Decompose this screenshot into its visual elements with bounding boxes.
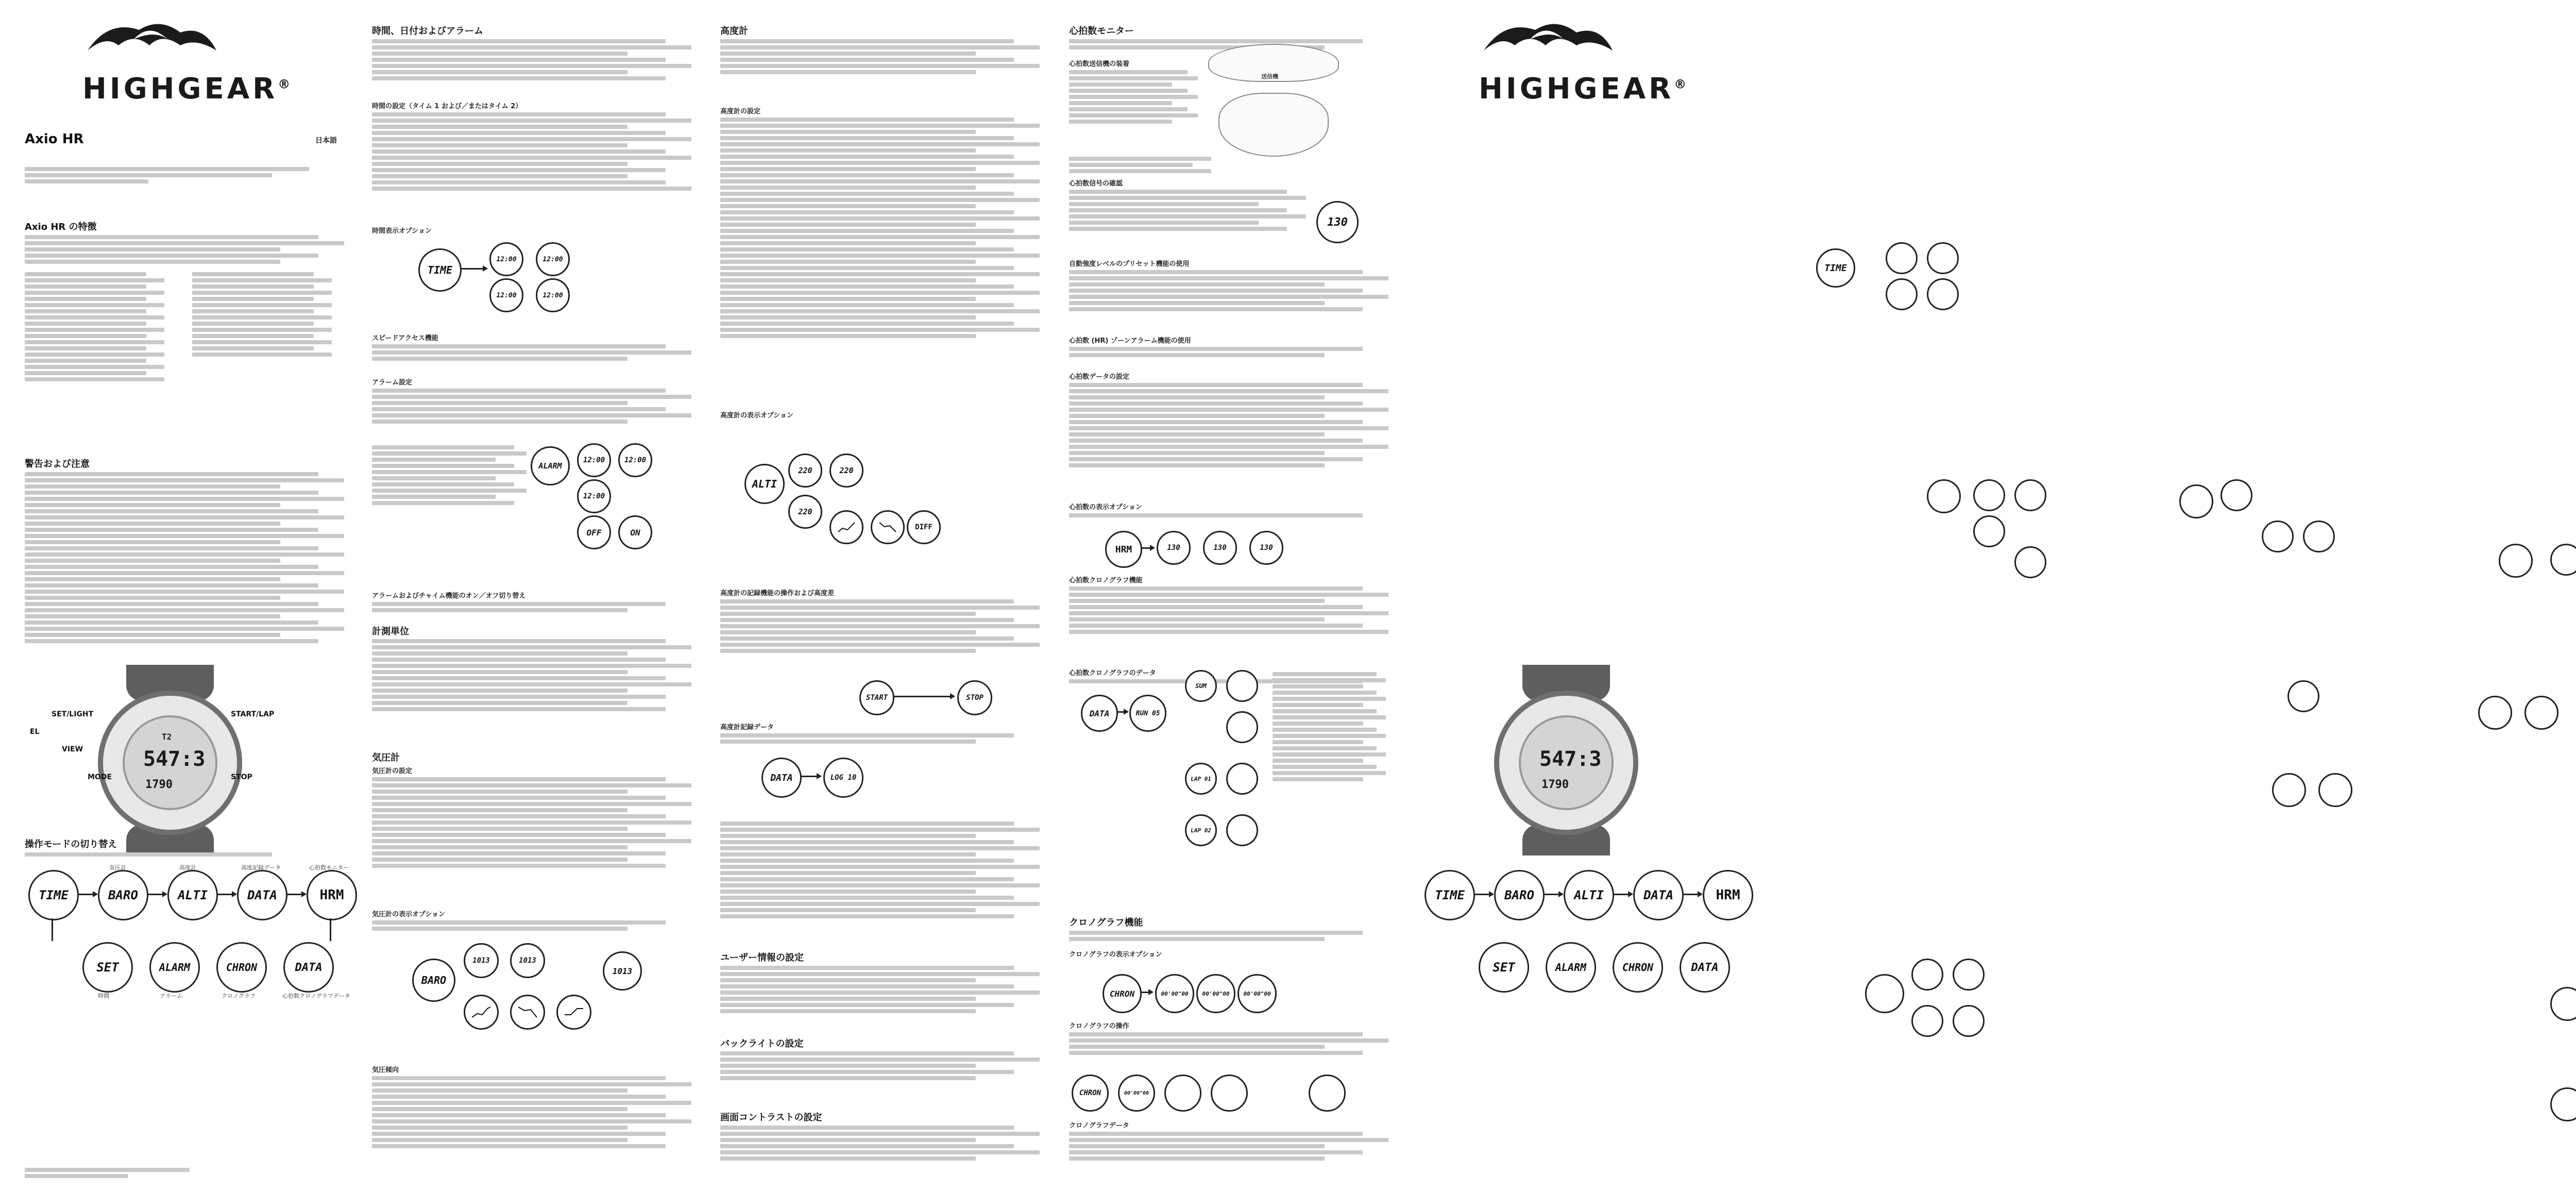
mode-set-face (82, 942, 133, 993)
mode-arrow-1 (77, 894, 97, 895)
col3-sub-alti-view: 高度計の表示オプション (720, 412, 793, 420)
alti-face-1-text: 220 (798, 466, 812, 475)
right-watch-display-bottom: 1790 (1541, 778, 1569, 791)
alti-face-1 (788, 454, 822, 488)
alti-graph-2 (871, 510, 905, 544)
time-face-2 (536, 242, 570, 276)
col4-text-3 (1069, 155, 1224, 180)
chron-op-face-1-text: CHRON (1079, 1089, 1101, 1097)
baro-graph-face-3 (556, 995, 591, 1030)
col3-text-6 (720, 964, 1040, 1026)
time-face-4 (536, 278, 570, 312)
right-chron-c (2550, 1087, 2576, 1121)
hrm-sum-face-text: SUM (1195, 682, 1207, 690)
mode-time-face (28, 870, 79, 920)
alarm-face-main-text: ALARM (538, 461, 562, 471)
mode-time-text: TIME (39, 888, 69, 902)
sensor-label: 送信機 (1261, 73, 1278, 80)
time-face-2-text: 12:00 (543, 255, 563, 263)
time-face-1-text: 12:00 (496, 255, 517, 263)
col2-sub-baro-set: 気圧計の設定 (372, 767, 413, 775)
mode-chron-text: CHRON (226, 961, 258, 974)
baro-face-main-text: BARO (421, 974, 447, 986)
chron-op-face-2-text: 00'00"00 (1124, 1090, 1149, 1096)
col4-text-5 (1069, 268, 1388, 330)
time-face-main-text: TIME (427, 264, 453, 276)
col4-sub-check: 心拍数信号の確認 (1069, 180, 1123, 188)
brand-logo (77, 14, 227, 71)
hr-check-face (1316, 201, 1359, 243)
col3-sub-alti-set: 高度計の設定 (720, 108, 761, 115)
chron-op-face-3 (1164, 1075, 1201, 1112)
right-alti-c (2262, 521, 2294, 552)
model-title: Axio HR (25, 131, 84, 147)
right-data-a (2272, 773, 2306, 807)
col3-title-alti: 高度計 (720, 26, 748, 37)
warnings-title: 警告および注意 (25, 459, 90, 469)
time-face-3-text: 12:00 (496, 291, 517, 299)
baro-face-main (412, 959, 455, 1002)
chron-face-3 (1238, 974, 1277, 1013)
right-mode-set-text: SET (1493, 960, 1515, 975)
baro-graph-face-1 (464, 995, 499, 1030)
baro-trend-icon (517, 1004, 538, 1020)
button-label-startlap: START/LAP (231, 710, 275, 718)
col2-sub-time-set: 時間の設定（タイム 1 および／またはタイム 2） (372, 103, 522, 110)
col4-text-11 (1273, 670, 1386, 825)
right-chron-a (2550, 987, 2576, 1021)
hrm-extra-2 (1226, 711, 1258, 743)
alti-data-face-text: DATA (770, 772, 793, 783)
alarm-face-2-text: 12:00 (624, 456, 647, 464)
col2-sub-alarm-onoff: アラームおよびチャイム機能のオン／オフ切り替え (372, 592, 526, 600)
hrm-arrow (1141, 547, 1154, 549)
alarm-face-3-text: 12:00 (583, 492, 605, 500)
mode-alarm-label: アラーム (160, 993, 182, 999)
time-face-main (418, 248, 462, 292)
hrm-face-1 (1157, 531, 1191, 565)
right-alarm-b (1973, 479, 2005, 511)
hrm-sum-face (1185, 670, 1217, 702)
chron-face-2-text: 00'00"00 (1202, 990, 1230, 997)
col2-text-1 (372, 37, 691, 94)
col2-title-time: 時間、日付およびアラーム (372, 26, 483, 37)
watch-display-main: 547:3 (143, 747, 206, 771)
right-mode-baro (1494, 870, 1545, 920)
col4-sub-hrdata: 心拍数データの設定 (1069, 373, 1130, 381)
col3-title-backlight: バックライトの設定 (720, 1038, 804, 1049)
right-time-face (1816, 248, 1855, 288)
right-watch-case (1494, 691, 1638, 835)
right-alarm-c (2014, 479, 2046, 511)
baro-graph-icon-2 (564, 1004, 584, 1020)
col2-title-baro: 気圧計 (372, 752, 400, 763)
mode-hrdata-text: DATA (295, 961, 323, 974)
col4-text-6 (1069, 345, 1388, 365)
right-brand-name (1479, 72, 1686, 106)
baro-face-3-text: 1013 (612, 966, 633, 976)
mode-alti-text: ALTI (178, 888, 208, 902)
mode-set-text: SET (96, 960, 119, 975)
mode-arrow-3 (216, 894, 236, 895)
alarm-face-3 (577, 479, 611, 513)
col4-text-13 (1069, 1030, 1388, 1071)
hr-check-value: 130 (1327, 215, 1348, 229)
alti-face-diff (907, 510, 941, 544)
baro-face-3 (603, 951, 642, 991)
hrm-face-2 (1203, 531, 1237, 565)
chron-face-1 (1155, 974, 1194, 1013)
watch-case (98, 691, 242, 835)
chron-op-face-2 (1118, 1075, 1155, 1112)
mode-alarm-face (149, 942, 200, 993)
col3-text-8 (720, 1123, 1040, 1180)
start-face-text: START (866, 694, 888, 702)
right-hrm-a (2499, 544, 2533, 578)
chron-op-face-1 (1072, 1075, 1109, 1112)
col4-sub-chrono-view: クロノグラフの表示オプション (1069, 951, 1162, 959)
alti-face-diff-text: DIFF (915, 523, 933, 531)
right-time-b (1927, 242, 1959, 274)
mode-switch-title: 操作モードの切り替え (25, 839, 117, 850)
right-mode-chron-text: CHRON (1622, 961, 1654, 974)
hrm-data-face (1081, 695, 1118, 732)
warnings-text (25, 470, 344, 666)
mode-arrow-vert (52, 918, 53, 941)
right-mode-data-text: DATA (1643, 888, 1673, 902)
hrm-face-3 (1249, 531, 1283, 565)
alti-face-main-text: ALTI (752, 478, 777, 490)
alti-face-3 (788, 495, 822, 529)
right-mode-hrm-text: HRM (1716, 887, 1740, 903)
col3-text-4 (720, 731, 1040, 752)
alarm-face-off (577, 515, 611, 549)
button-label-mode: MODE (88, 773, 112, 781)
mode-alarm-text: ALARM (159, 961, 191, 974)
alti-graph-icon (837, 521, 856, 534)
brand-name (82, 72, 290, 106)
start-face (859, 680, 894, 715)
right-mode-arrow-3 (1613, 894, 1632, 895)
col4-text-4 (1069, 188, 1306, 249)
col2-text-9 (372, 918, 691, 934)
right-baro-d (1911, 1005, 1943, 1037)
col2-sub-alarm: アラーム設定 (372, 379, 413, 387)
col2-sub-speed: スピードアクセス機能 (372, 334, 438, 342)
col4-text-2 (1069, 68, 1198, 150)
col3-title-user: ユーザー情報の設定 (720, 952, 804, 963)
mode-hrm-text: HRM (319, 887, 344, 903)
right-mode-baro-text: BARO (1504, 888, 1534, 902)
col2-text-8 (372, 775, 691, 899)
right-baro-a (1865, 974, 1904, 1013)
right-start-a (2287, 680, 2319, 712)
col2-text-7 (372, 637, 691, 740)
alarm-face-2 (618, 443, 652, 477)
right-mode-hrdata (1680, 942, 1730, 993)
col3-sub-alti-log: 高度計の記録機能の操作および高度差 (720, 590, 835, 597)
col4-sub-hrchrono: 心拍数クロノグラフ機能 (1069, 577, 1143, 584)
mode-alti-label: 高度計 (179, 864, 196, 871)
time-face-3 (489, 278, 523, 312)
time-face-4-text: 12:00 (543, 291, 563, 299)
button-label-el: EL (30, 728, 40, 736)
right-hrdata-b (2524, 696, 2558, 730)
brand-name-text: HIGHGEAR (82, 72, 278, 106)
col2-sub-baro-trend: 気圧傾向 (372, 1066, 399, 1074)
alarm-face-on-text: ON (630, 527, 640, 538)
hrm-face-main (1105, 531, 1142, 568)
mode-hrm-label: 心拍数モニター (309, 864, 349, 871)
mode-data-face (237, 870, 287, 920)
col2-text-3 (372, 342, 691, 373)
right-mode-arrow-4 (1682, 894, 1702, 895)
col4-sub-chrono-op: クロノグラフの操作 (1069, 1022, 1129, 1030)
col4-title-hrm: 心拍数モニター (1069, 26, 1134, 37)
time-face-1 (489, 242, 523, 276)
mode-hrdata-face (283, 942, 334, 993)
col3-text-1 (720, 37, 1040, 94)
col2-text-2 (372, 110, 691, 219)
chron-op-face-5 (1309, 1075, 1346, 1112)
right-hrm-b (2550, 544, 2576, 576)
right-mode-time (1425, 870, 1475, 920)
sensor-chest (1218, 93, 1329, 157)
hrm-extra-4 (1226, 814, 1258, 846)
hrm-lap1-face-text: LAP 01 (1191, 775, 1211, 782)
right-time-c (1886, 278, 1918, 310)
baro-face-1 (464, 943, 499, 978)
baro-face-2 (510, 943, 545, 978)
right-mode-hrm (1703, 870, 1753, 920)
stop-face (957, 680, 992, 715)
right-brand-mark: ® (1674, 77, 1687, 92)
alti-face-main (744, 464, 785, 504)
right-mode-data (1633, 870, 1684, 920)
col4-sub-hrview: 心拍数の表示オプション (1069, 504, 1142, 511)
right-watch-display-main: 547:3 (1539, 747, 1602, 771)
mode-chron-label: クロノグラフ (222, 993, 256, 999)
right-mode-alti (1564, 870, 1614, 920)
hrm-face-2-text: 130 (1213, 544, 1227, 552)
right-mode-chron (1613, 942, 1663, 993)
features-text (25, 233, 344, 439)
right-baro-c (1953, 959, 1985, 991)
col3-text-3 (720, 597, 1040, 675)
brand-mark: ® (278, 77, 291, 92)
chron-face-main (1103, 974, 1142, 1013)
right-alarm-e (2014, 546, 2046, 578)
col4-sub-zone: 心拍数 (HR) ゾーンアラーム機能の使用 (1069, 337, 1191, 345)
col2-text-5 (372, 443, 527, 546)
alti-face-3-text: 220 (798, 507, 812, 516)
right-watch-face (1519, 715, 1614, 810)
mode-alti-face (167, 870, 218, 920)
hrm-lap2-face-text: LAP 02 (1191, 827, 1211, 834)
hrm-run-face-text: RUN 05 (1136, 709, 1160, 717)
right-baro-e (1953, 1005, 1985, 1037)
col4-sub-preset: 自動強度レベルのプリセット機能の使用 (1069, 260, 1190, 268)
alti-face-2 (829, 454, 863, 488)
right-brand-logo (1473, 14, 1623, 71)
mode-arrow-2 (147, 894, 166, 895)
hrm-face-3-text: 130 (1260, 544, 1273, 552)
mode-data-label: 高度記録データ (241, 864, 281, 871)
baro-face-1-text: 1013 (472, 957, 490, 965)
mode-set-label: 時間 (98, 993, 109, 999)
right-mode-set (1479, 942, 1529, 993)
alarm-face-off-text: OFF (586, 527, 602, 538)
chron-face-3-text: 00'00"00 (1243, 990, 1271, 997)
alti-face-2-text: 220 (839, 466, 854, 475)
alti-log-face-text: LOG 10 (830, 774, 857, 782)
stop-face-text: STOP (966, 694, 984, 702)
baro-graph-face-2 (510, 995, 545, 1030)
alti-data-arrow (800, 776, 821, 777)
alti-graph-icon-2 (878, 521, 897, 534)
right-mode-alti-text: ALTI (1574, 888, 1604, 902)
left-footer-text (25, 1166, 231, 1181)
col4-text-8 (1069, 511, 1388, 522)
mode-hrdata-label: 心拍数クロノグラフデータ (282, 993, 350, 999)
col4-sub-chrono-data: クロノグラフデータ (1069, 1122, 1129, 1130)
chron-face-2 (1196, 974, 1235, 1013)
right-alti-a (2179, 484, 2213, 518)
right-alarm-a (1927, 479, 1961, 513)
right-data-b (2318, 773, 2352, 807)
button-label-view: VIEW (62, 745, 83, 753)
mode-arrow-vert-right (330, 918, 331, 941)
col4-text-12 (1069, 929, 1388, 944)
right-alarm-d (1973, 515, 2005, 547)
right-hrdata-a (2478, 696, 2512, 730)
col4-sub-hrchrono-data: 心拍数クロノグラフのデータ (1069, 669, 1156, 677)
col2-text-4 (372, 387, 691, 443)
col4-sub-sensor: 心拍数送信機の装着 (1069, 60, 1130, 68)
hrm-lap2-face (1185, 814, 1217, 846)
col3-text-7 (720, 1049, 1040, 1096)
col2-text-10 (372, 1074, 691, 1177)
mode-hrm-face (307, 870, 357, 920)
watch-display-bottom: 1790 (145, 778, 173, 791)
chron-op-face-4 (1211, 1075, 1248, 1112)
mode-baro-label: 気圧計 (109, 864, 126, 871)
right-alti-b (2221, 479, 2252, 511)
brand-logo-icon (77, 14, 227, 71)
mode-baro-text: BARO (108, 888, 138, 902)
col4-title-chrono: クロノグラフ機能 (1069, 917, 1143, 928)
col2-sub-baro-view: 気圧計の表示オプション (372, 911, 445, 918)
col2-title-units: 計測単位 (372, 626, 409, 637)
mode-chron-face (216, 942, 267, 993)
hrm-face-main-text: HRM (1115, 544, 1132, 555)
right-alti-d (2303, 521, 2335, 552)
baro-graph-icon (471, 1004, 492, 1020)
col2-text-6 (372, 600, 691, 620)
hrm-extra-3 (1226, 763, 1258, 795)
mode-switch-text (25, 850, 334, 861)
col3-text-2 (720, 115, 1040, 404)
alarm-face-1 (577, 443, 611, 477)
alti-log-face (823, 758, 863, 798)
alarm-face-1-text: 12:00 (583, 456, 605, 464)
col4-text-14 (1069, 1130, 1388, 1181)
time-arrow (460, 268, 487, 270)
watch-face (123, 715, 217, 810)
mode-baro-face (98, 870, 148, 920)
right-time-text: TIME (1824, 262, 1847, 274)
right-brand-logo-icon (1473, 14, 1623, 71)
right-mode-arrow-2 (1543, 894, 1563, 895)
col2-sub-time-view: 時間表示オプション (372, 227, 432, 235)
right-time-d (1927, 278, 1959, 310)
alti-data-face (761, 758, 802, 798)
right-baro-b (1911, 959, 1943, 991)
right-time-a (1886, 242, 1918, 274)
right-mode-time-text: TIME (1435, 888, 1465, 902)
chron-arrow (1140, 992, 1153, 993)
right-mode-arrow-1 (1473, 894, 1493, 895)
hrm-run-face (1129, 695, 1166, 732)
button-label-stop: STOP (231, 773, 252, 781)
right-mode-hrdata-text: DATA (1691, 961, 1719, 974)
language-label: 日本語 (315, 137, 337, 145)
hrm-face-1-text: 130 (1167, 544, 1180, 552)
watch-display-top: T2 (162, 732, 172, 742)
col3-text-5 (720, 819, 1040, 943)
col4-text-7 (1069, 381, 1388, 494)
hrm-lap1-face (1185, 763, 1217, 795)
col4-text-9 (1069, 584, 1388, 662)
alti-graph-1 (829, 510, 863, 544)
col3-title-contrast: 画面コントラストの設定 (720, 1112, 822, 1123)
chron-face-main-text: CHRON (1109, 988, 1135, 999)
start-stop-arrow (893, 696, 954, 697)
right-mode-alarm (1546, 942, 1596, 993)
right-brand-name-text: HIGHGEAR (1479, 72, 1674, 106)
hrm-data-face-text: DATA (1089, 708, 1110, 718)
col3-sub-alti-data: 高度計記録データ (720, 724, 774, 731)
mode-arrow-4 (286, 894, 306, 895)
features-title: Axio HR の特徴 (25, 222, 97, 232)
alarm-face-main (531, 446, 570, 485)
intro-text (25, 165, 334, 196)
mode-data-text: DATA (247, 888, 277, 902)
right-mode-alarm-text: ALARM (1555, 961, 1587, 974)
hrm-extra-1 (1226, 670, 1258, 702)
alarm-face-on (618, 515, 652, 549)
hrm-data-arrow (1116, 711, 1128, 713)
chron-face-1-text: 00'00"00 (1161, 990, 1189, 997)
button-label-setlight: SET/LIGHT (52, 710, 94, 718)
baro-face-2-text: 1013 (519, 957, 536, 965)
